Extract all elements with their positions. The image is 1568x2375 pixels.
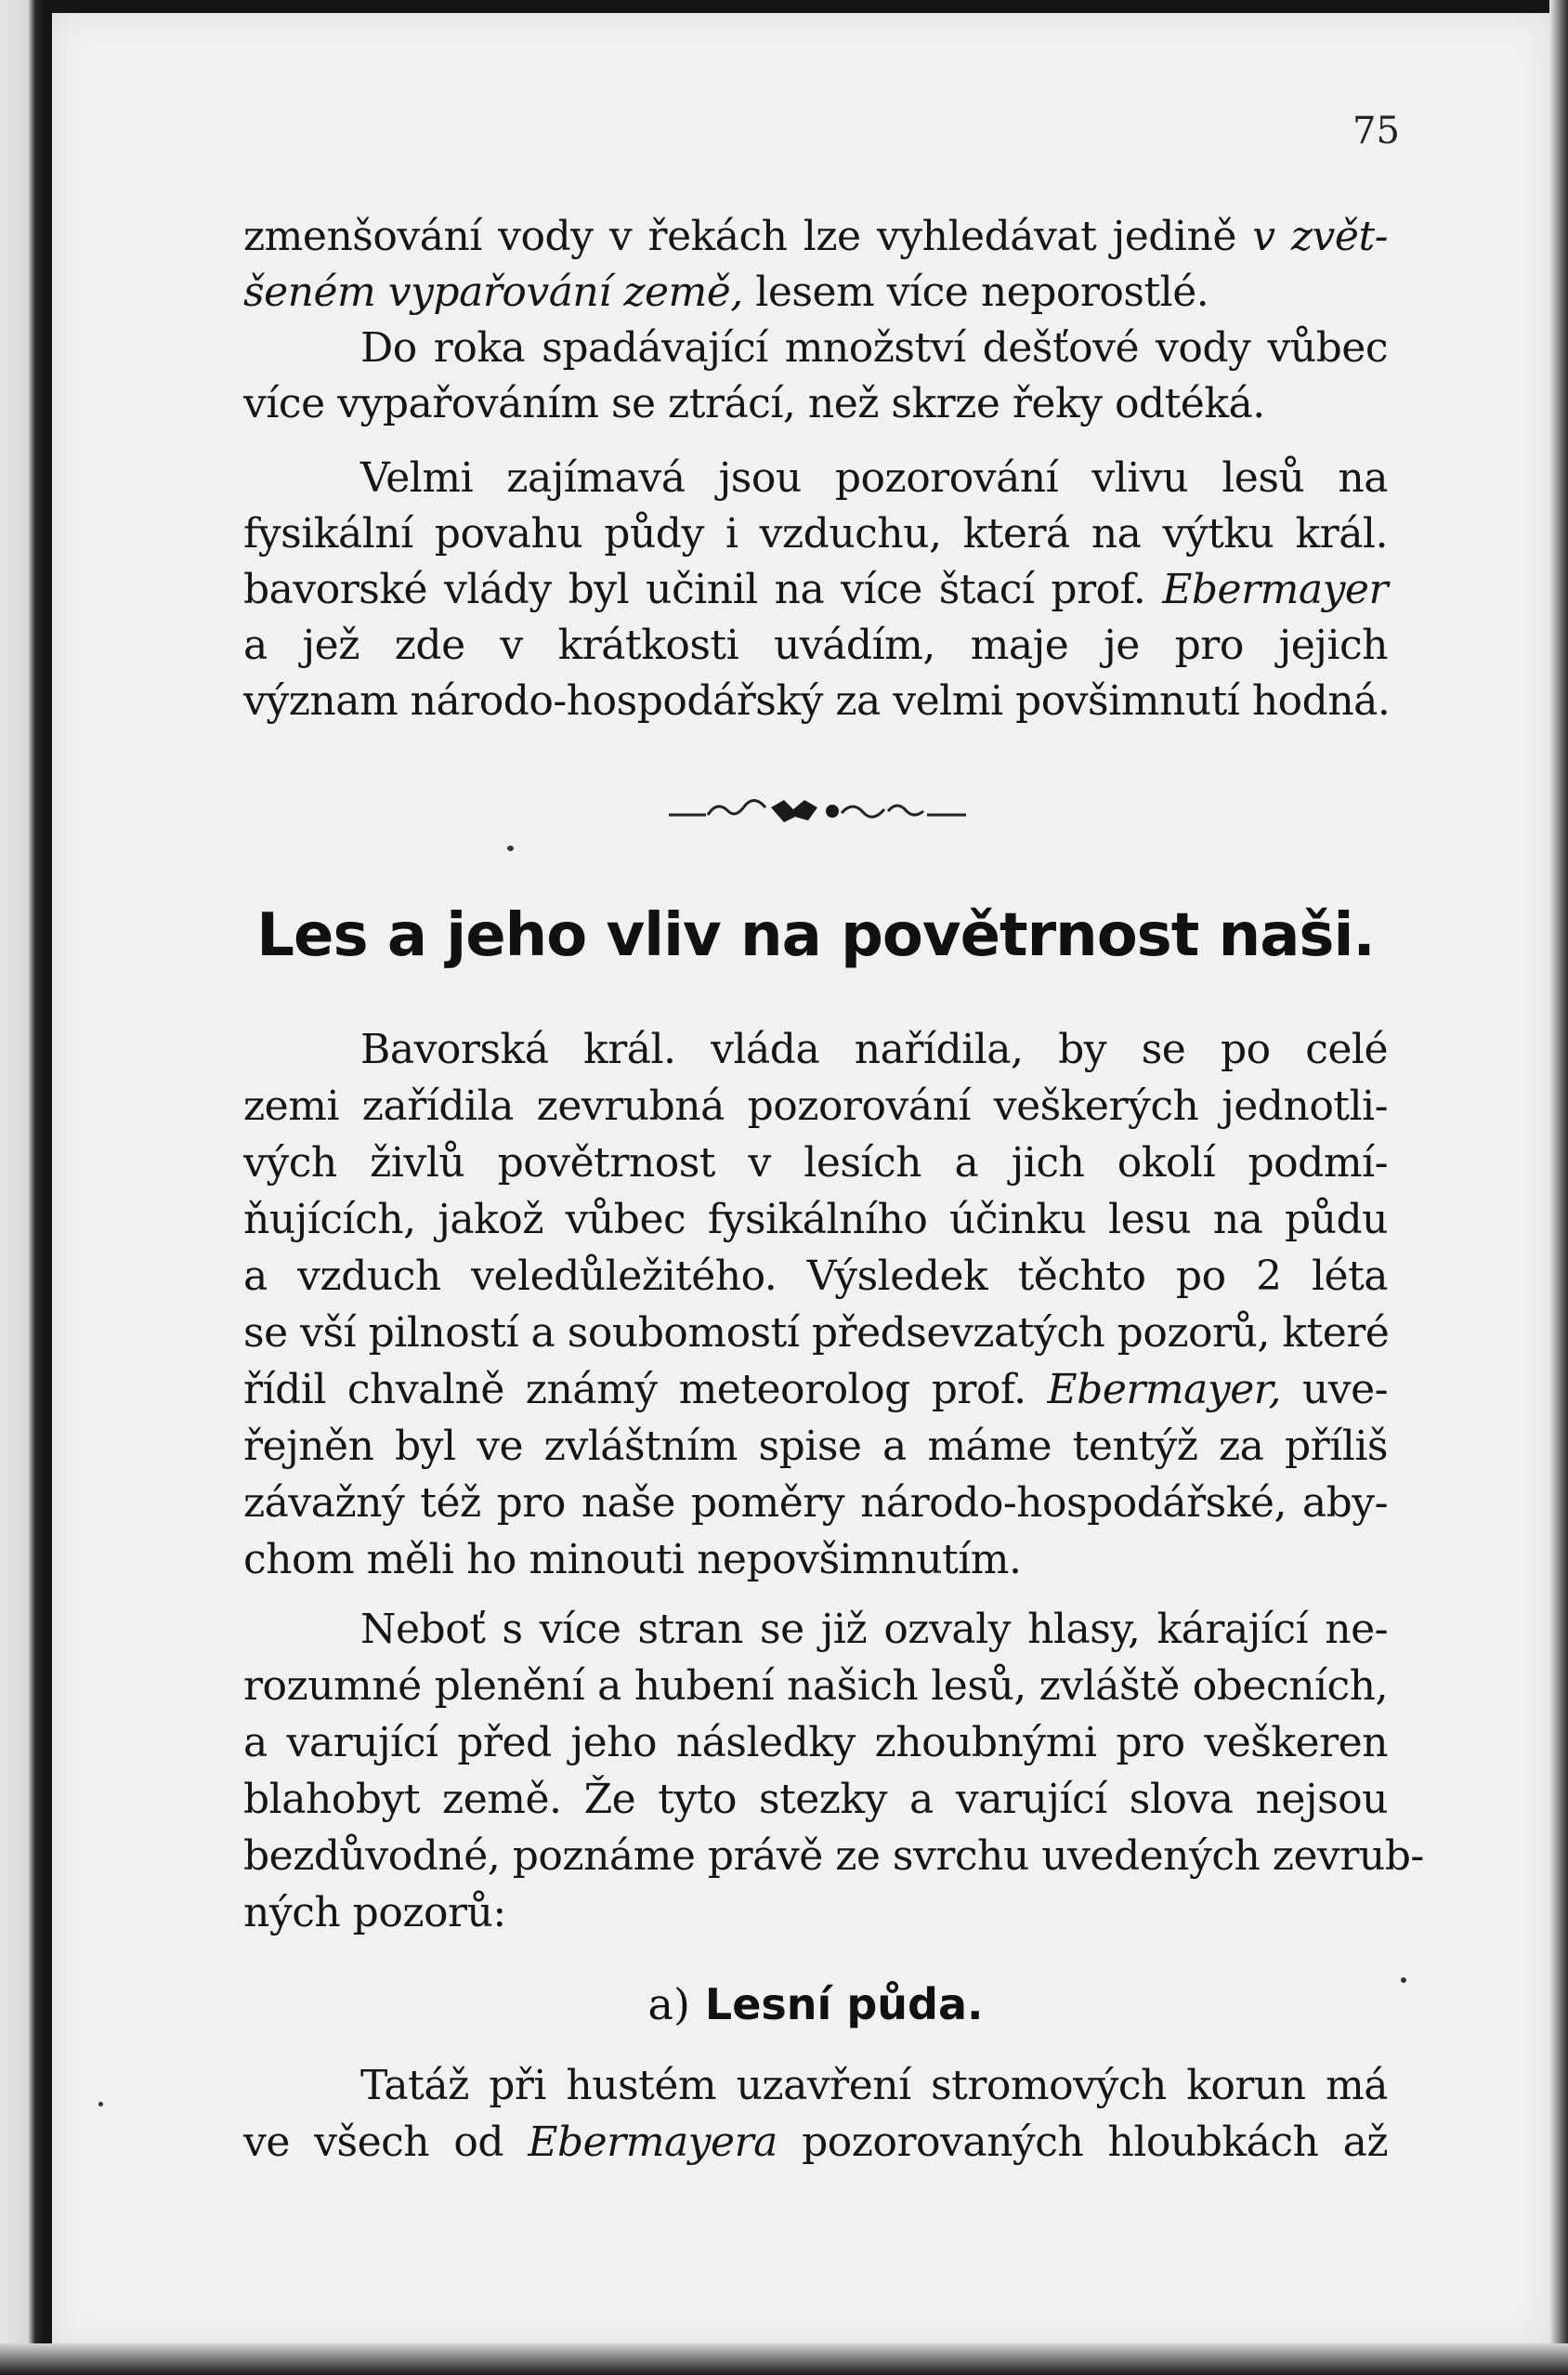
text-line: a varující před jeho následky zhoubnými pro veškeren (243, 1719, 1388, 1766)
print-speck (507, 846, 514, 851)
text-line: fysikální povahu půdy i vzduchu, která na výtku král. (243, 510, 1388, 558)
text-line: bavorské vlády byl učinil na více štací prof. Ebermayer (243, 566, 1388, 613)
text-line: ných pozorů: (243, 1889, 506, 1936)
page-bottom-edge (0, 2343, 1568, 2375)
text-line: závažný též pro naše poměry národo-hospodářské, aby- (243, 1479, 1388, 1527)
text-line: ňujících, jakož vůbec fysikálního účinku lesu na půdu (243, 1196, 1388, 1243)
print-speck (98, 2102, 103, 2106)
text-line: Bavorská král. vláda nařídila, by se po celé (360, 1026, 1388, 1073)
text-line: ve všech od Ebermayera pozorovaných hloubkách až (243, 2119, 1388, 2166)
text-line: Tatáž při hustém uzavření stromových korun má (360, 2062, 1388, 2109)
text-line: bezdůvodné, poznáme právě ze svrchu uvedených zevrub- (243, 1832, 1424, 1880)
text-line: šeném vypařování země, lesem více neporostlé. (243, 269, 1209, 316)
page-right-edge (1549, 0, 1568, 2375)
text-line: Neboť s více stran se již ozvaly hlasy, kárající ne- (360, 1606, 1388, 1653)
text-line: zmenšování vody v řekách lze vyhledávat jedině v zvět- (243, 213, 1388, 260)
text-line: Velmi zajímavá jsou pozorování vlivu lesů na (360, 454, 1388, 502)
text-line: se vší pilností a soubomostí předsevzatých pozorů, které (243, 1309, 1390, 1357)
text-line: a jež zde v krátkosti uvádím, maje je pro jejich (243, 622, 1388, 669)
binding-edge (0, 0, 45, 2375)
text-line: význam národo-hospodářský za velmi povšimnutí hodná. (243, 677, 1391, 725)
print-speck (1401, 1977, 1406, 1983)
subsection-heading: a) Lesní půda. (647, 1979, 984, 2029)
decorative-divider-icon (669, 794, 966, 832)
text-line: řejněn byl ve zvláštním spise a máme tentýž za příliš (243, 1423, 1388, 1470)
text-line: blahobyt země. Že tyto stezky a varující slova nejsou (243, 1776, 1388, 1823)
text-line: Do roka spadávající množství dešťové vody vůbec (360, 324, 1388, 372)
text-line: více vypařováním se ztrácí, než skrze řeky odtéká. (243, 380, 1265, 427)
text-line: řídil chvalně známý meteorolog prof. Ebermayer, uve- (243, 1366, 1388, 1413)
section-heading: Les a jeho vliv na povětrnost naši. (256, 901, 1375, 970)
text-line: vých živlů povětrnost v lesích a jich okolí podmí- (243, 1139, 1388, 1187)
text-line: rozumné plenění a hubení našich lesů, zvláště obecních, (243, 1662, 1388, 1710)
text-line: zemi zařídila zevrubná pozorování veškerých jednotli- (243, 1083, 1388, 1130)
page-number: 75 (1352, 110, 1400, 152)
text-line: a vzduch veledůležitého. Výsledek těchto po 2 léta (243, 1253, 1388, 1300)
text-line: chom měli ho minouti nepovšimnutím. (243, 1536, 1022, 1583)
